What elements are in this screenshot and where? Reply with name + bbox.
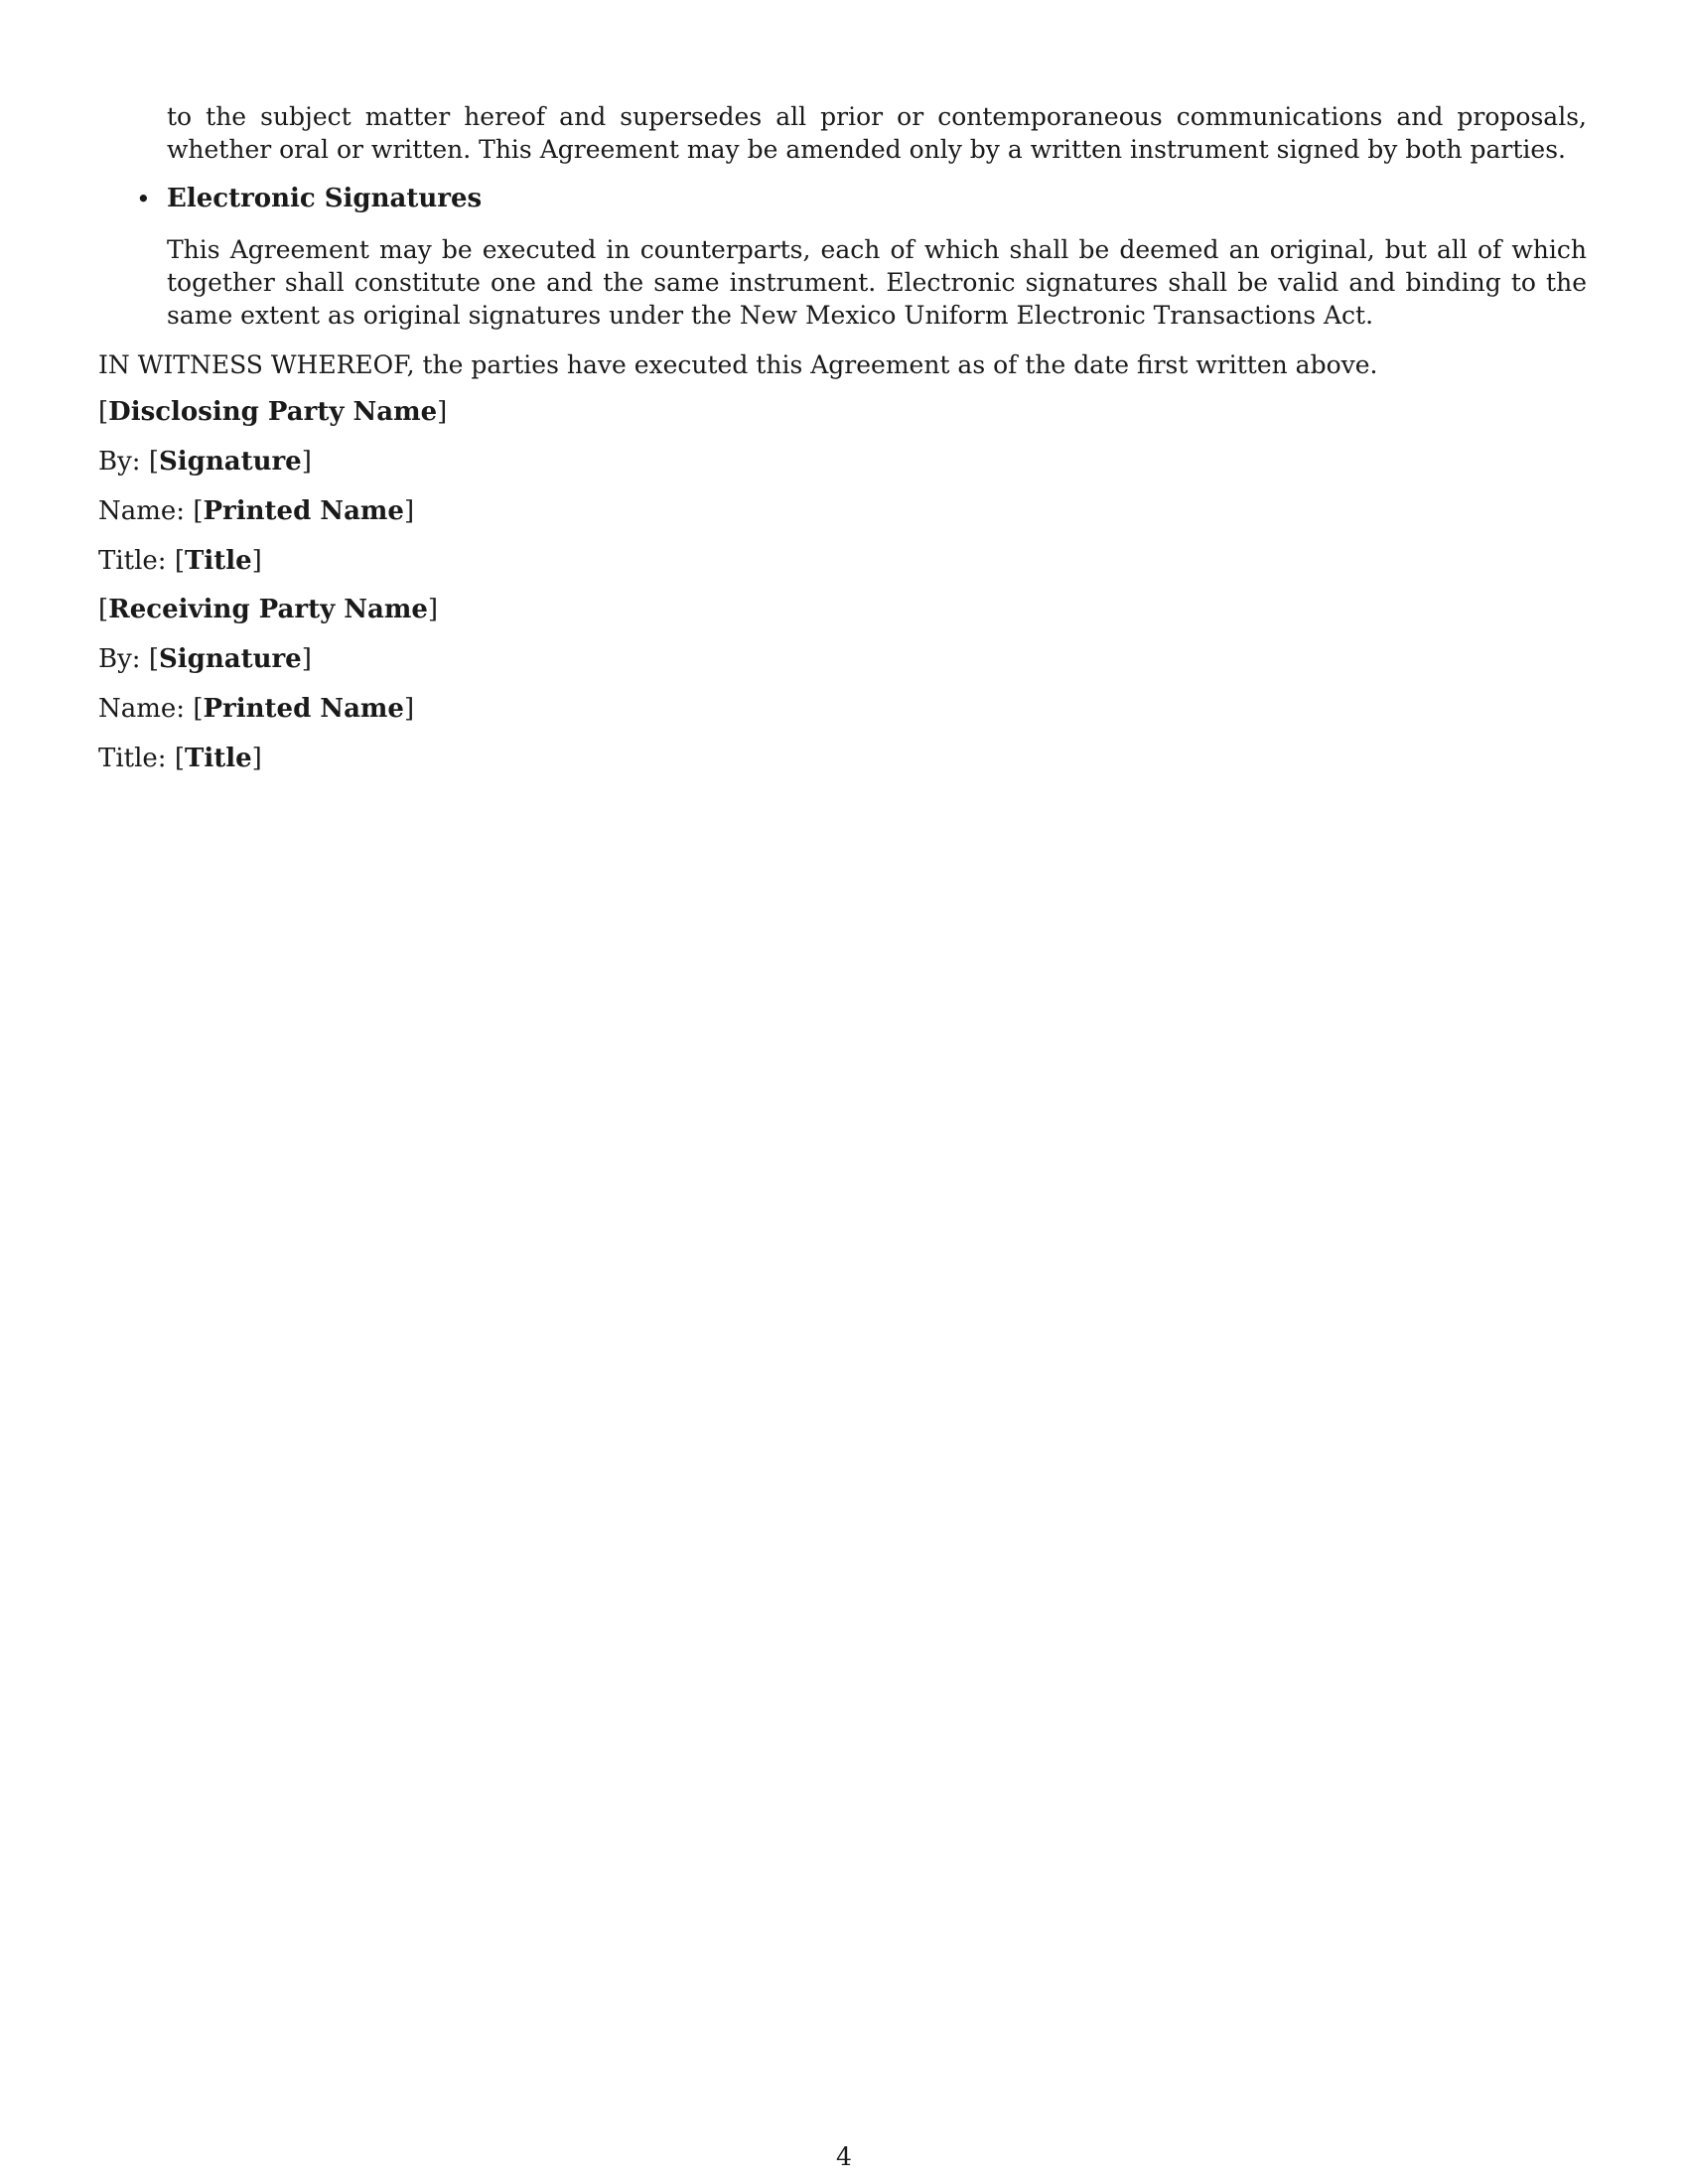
bullet-marker: • — [136, 185, 151, 213]
printed-name-placeholder: Printed Name — [203, 496, 404, 526]
disclosing-party-name: Disclosing Party Name — [108, 397, 438, 427]
receiving-by-line: By: [Signature] — [98, 644, 312, 674]
name-label: Name: — [98, 694, 186, 724]
witness-clause: IN WITNESS WHEREOF, the parties have executed this Agreement as of the date first written above. — [98, 350, 1378, 379]
receiving-party-name-line: [Receiving Party Name] — [98, 595, 439, 624]
receiving-party-name: Receiving Party Name — [108, 595, 428, 624]
receiving-title-line: Title: [Title] — [98, 744, 262, 773]
title-label: Title: — [98, 744, 167, 773]
section-heading-container — [167, 183, 1587, 215]
signature-placeholder: Signature — [158, 447, 302, 477]
by-label: By: — [98, 447, 141, 477]
section-heading-electronic-signatures: Electronic Signatures — [167, 184, 483, 213]
signature-placeholder: Signature — [158, 644, 302, 674]
receiving-name-line: Name: [Printed Name] — [98, 694, 415, 724]
title-label: Title: — [98, 546, 167, 576]
continuation-paragraph: to the subject matter hereof and supersedes all prior or contemporaneous communications and proposals, whether oral or written. This Agreement may be amended only by a written instrument signed by both parties. — [167, 102, 1587, 164]
printed-name-placeholder: Printed Name — [203, 694, 404, 724]
disclosing-title-line: Title: [Title] — [98, 546, 262, 576]
disclosing-name-line: Name: [Printed Name] — [98, 496, 415, 526]
by-label: By: — [98, 644, 141, 674]
electronic-signatures-paragraph: This Agreement may be executed in counterparts, each of which shall be deemed an original, but all of which together shall constitute one and the same instrument. Electronic signatures shall be valid and binding to the same extent as original signatures under the New Mexico Uniform Electronic Transactions Act. — [167, 235, 1587, 330]
page-number: 4 — [836, 2142, 852, 2171]
disclosing-party-name-line: [Disclosing Party Name] — [98, 397, 448, 427]
title-placeholder: Title — [185, 744, 252, 773]
title-placeholder: Title — [185, 546, 252, 576]
disclosing-by-line: By: [Signature] — [98, 447, 312, 477]
name-label: Name: — [98, 496, 186, 526]
